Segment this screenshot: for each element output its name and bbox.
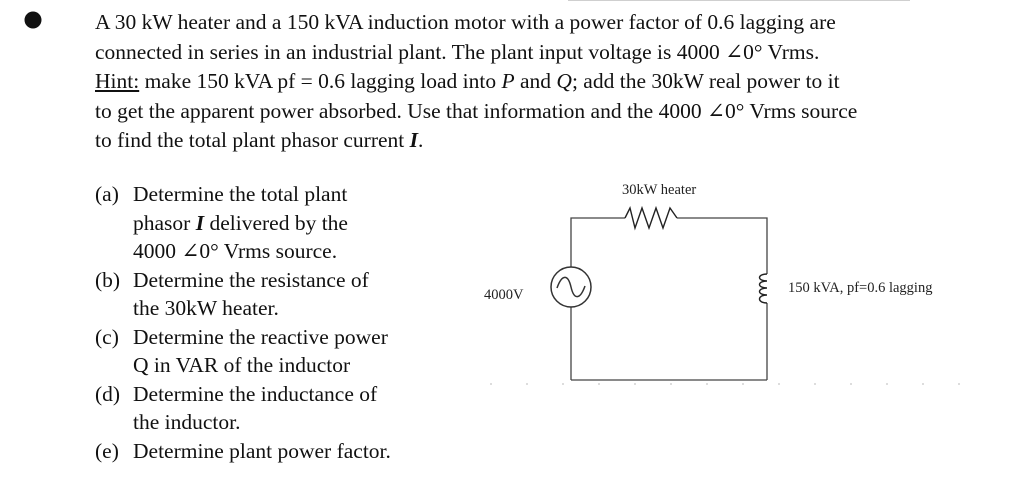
hint-text-b: and bbox=[514, 69, 557, 93]
heater-label: 30kW heater bbox=[622, 182, 697, 198]
question-text: the inductor. bbox=[133, 410, 241, 434]
question-text: Determine the inductance of bbox=[133, 381, 378, 406]
question-text: 4000 ∠0° Vrms source. bbox=[133, 239, 338, 263]
problem-statement bbox=[95, 8, 995, 156]
hint-label: Hint: bbox=[95, 69, 140, 93]
question-text: the 30kW heater. bbox=[133, 296, 279, 320]
problem-line-2: connected in series in an industrial plant. The plant input voltage is 4000 ∠0° Vrms. bbox=[95, 39, 820, 64]
top-divider-line bbox=[568, 0, 910, 1]
question-text-part: delivered by the bbox=[204, 210, 348, 235]
question-b bbox=[95, 266, 475, 323]
circuit-diagram bbox=[470, 170, 990, 410]
symbol-p: P bbox=[501, 69, 515, 93]
question-text: Determine the reactive power bbox=[133, 324, 388, 349]
problem-line-3 bbox=[95, 67, 995, 97]
symbol-current-i: I bbox=[409, 128, 419, 152]
question-e bbox=[95, 437, 475, 466]
question-text: Determine plant power factor. bbox=[133, 438, 391, 463]
symbol-current-i: I bbox=[195, 210, 205, 235]
problem-line-1: A 30 kW heater and a 150 kVA induction motor with a power factor of 0.6 lagging are bbox=[95, 10, 836, 34]
question-c bbox=[95, 323, 475, 380]
hint-text-a: make 150 kVA pf = 0.6 lagging load into bbox=[139, 69, 502, 93]
question-label: (c) bbox=[95, 324, 119, 349]
question-list bbox=[95, 180, 475, 465]
question-label: (b) bbox=[95, 267, 121, 292]
inductor-icon bbox=[760, 274, 768, 303]
hint-text-c: ; add the 30kW real power to it bbox=[571, 69, 840, 93]
sine-wave-icon bbox=[557, 277, 585, 296]
symbol-q: Q bbox=[556, 69, 572, 93]
question-text: Determine the total plant bbox=[133, 182, 348, 206]
question-d bbox=[95, 380, 475, 437]
problem-line-5-period: . bbox=[418, 128, 424, 152]
resistor-icon bbox=[625, 208, 677, 228]
question-label: (d) bbox=[95, 381, 121, 406]
problem-line-5 bbox=[95, 126, 995, 156]
circuit-wire-top-right bbox=[677, 218, 767, 274]
circuit-wire-top-left bbox=[571, 218, 625, 267]
question-text: Q in VAR of the inductor bbox=[133, 353, 351, 377]
question-label: (e) bbox=[95, 438, 119, 463]
question-label: (a) bbox=[95, 182, 119, 206]
question-text bbox=[133, 209, 475, 238]
question-text: Determine the resistance of bbox=[133, 267, 369, 292]
bullet-icon bbox=[23, 10, 43, 30]
source-label: 4000V bbox=[484, 287, 524, 303]
question-text-part: phasor bbox=[133, 210, 196, 235]
load-label: 150 kVA, pf=0.6 lagging bbox=[788, 280, 933, 296]
question-a bbox=[95, 180, 475, 266]
problem-line-5-text: to find the total plant phasor current bbox=[95, 128, 410, 152]
problem-line-4: to get the apparent power absorbed. Use that information and the 4000 ∠0° Vrms source bbox=[95, 98, 858, 123]
